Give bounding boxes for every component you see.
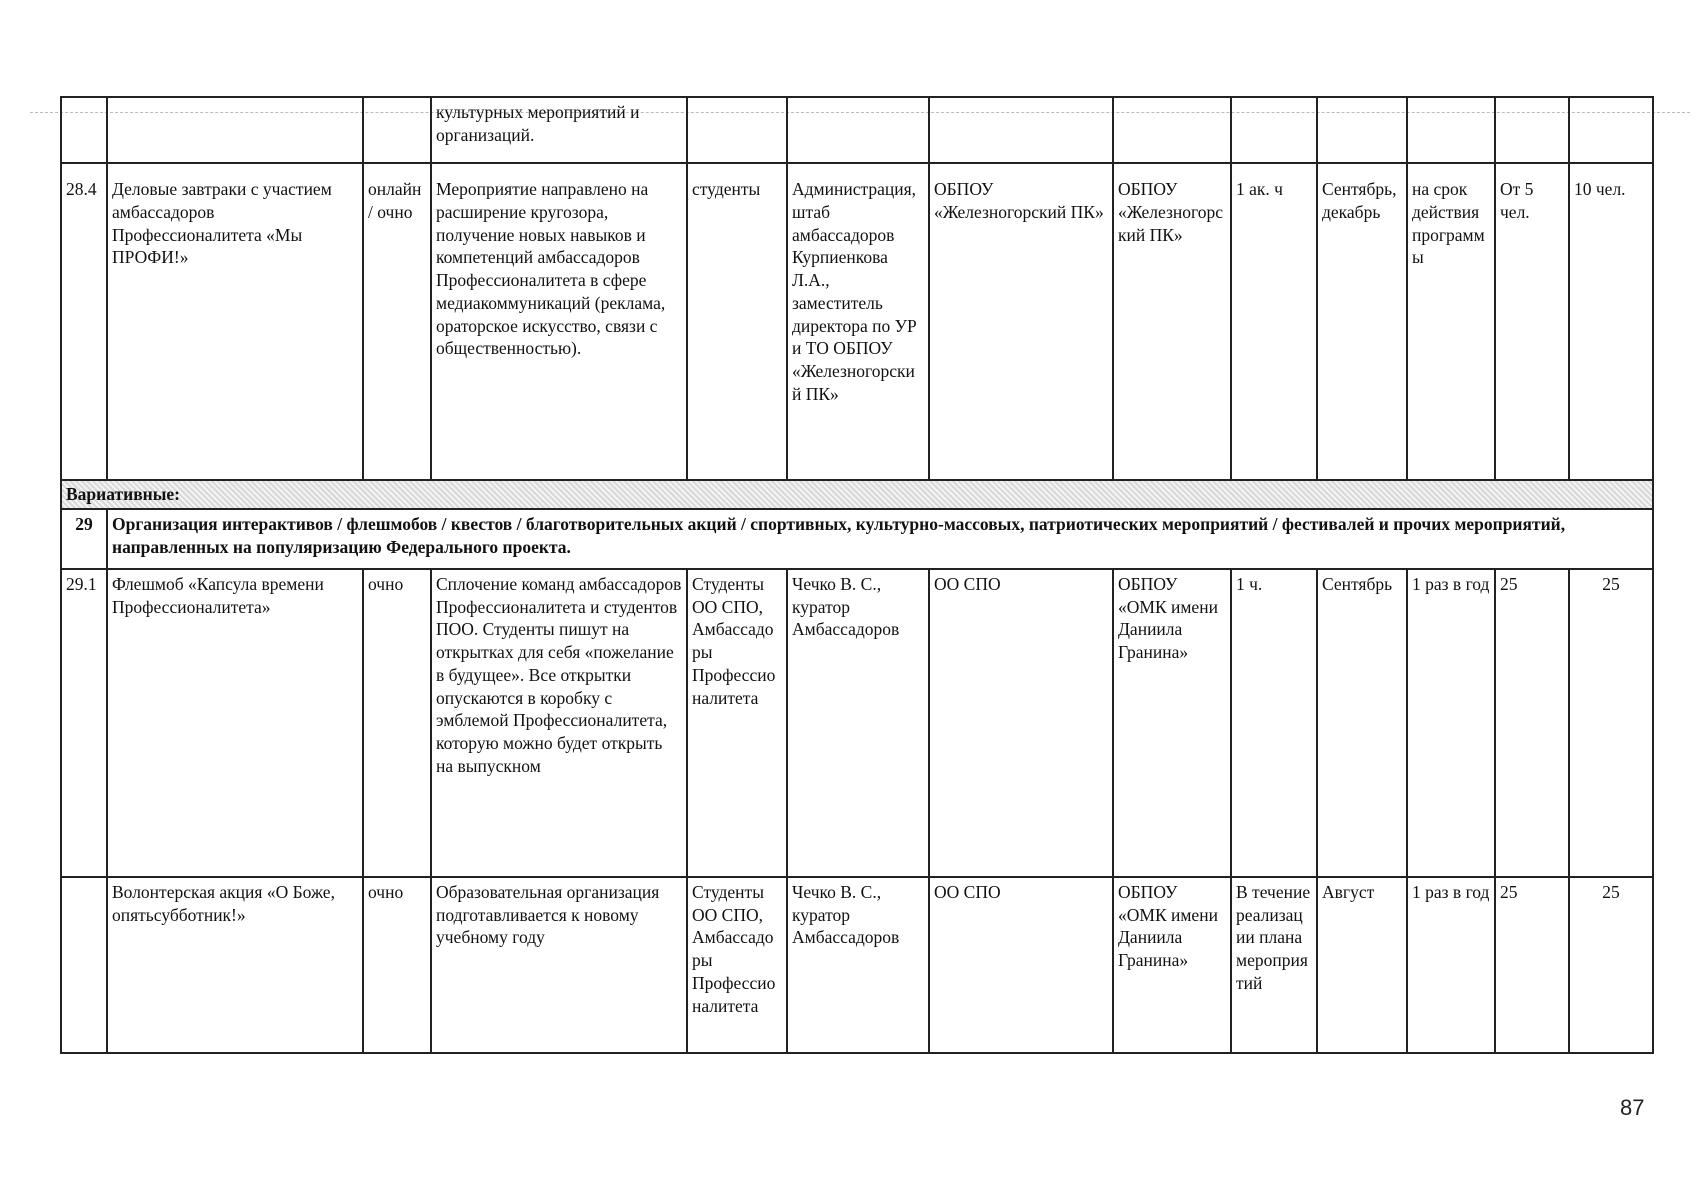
cell-duration: 1 ч.	[1231, 569, 1317, 877]
cell-period: Август	[1317, 877, 1407, 1053]
cell-frequency: 1 раз в год	[1407, 569, 1495, 877]
cell-actual: 25	[1569, 877, 1653, 1053]
cell-frequency	[1407, 97, 1495, 163]
cell-organizer: ОБПОУ «Железногорский ПК»	[929, 163, 1113, 480]
section-num: 29	[61, 509, 107, 569]
cell-num	[61, 97, 107, 163]
cell-title: Деловые завтраки с участием амбассадоров Профессионалитета «Мы ПРОФИ!»	[107, 163, 363, 480]
events-table	[60, 96, 1654, 1054]
cell-organizer: ОО СПО	[929, 877, 1113, 1053]
cell-actual: 25	[1569, 569, 1653, 877]
cell-venue: ОБПОУ «ОМК имени Даниила Гранина»	[1113, 877, 1231, 1053]
cell-actual	[1569, 97, 1653, 163]
cell-venue	[1113, 97, 1231, 163]
cell-duration: В течение реализации плана мероприятий	[1231, 877, 1317, 1053]
table-row	[61, 97, 1653, 163]
cell-duration	[1231, 97, 1317, 163]
cell-title	[107, 97, 363, 163]
cell-venue: ОБПОУ «ОМК имени Даниила Гранина»	[1113, 569, 1231, 877]
cell-organizer: ОО СПО	[929, 569, 1113, 877]
cell-participants: студенты	[687, 163, 787, 480]
cell-format: очно	[363, 569, 431, 877]
table-row	[61, 163, 1653, 480]
cell-format: очно	[363, 877, 431, 1053]
cell-participants: Студенты ОО СПО, Амбассадоры Профессионалитета	[687, 877, 787, 1053]
cell-planned: 25	[1495, 877, 1569, 1053]
cell-responsible	[787, 97, 929, 163]
cell-description: культурных мероприятий и организаций.	[431, 97, 687, 163]
cell-organizer	[929, 97, 1113, 163]
page-number: 87	[1620, 1095, 1645, 1120]
cell-description: Мероприятие направлено на расширение кругозора, получение новых навыков и компетенций амбассадоров Профессионалитета в сфере медиакоммуникаций (реклама, ораторское искусство, связи с общественностью).	[431, 163, 687, 480]
cell-planned: От 5 чел.	[1495, 163, 1569, 480]
cell-period: Сентябрь, декабрь	[1317, 163, 1407, 480]
section-title: Организация интерактивов / флешмобов / квестов / благотворительных акций / спортивных, культурно-массовых, патриотических мероприятий / фестивалей и прочих мероприятий, направленных на популяризацию Федерального проекта.	[107, 509, 1653, 569]
cell-num	[61, 877, 107, 1053]
cell-planned: 25	[1495, 569, 1569, 877]
cell-responsible: Администрация, штаб амбассадоров Курпиенкова Л.А., заместитель директора по УР и ТО ОБПОУ «Железногорский ПК»	[787, 163, 929, 480]
cell-period: Сентябрь	[1317, 569, 1407, 877]
cell-venue: ОБПОУ «Железногорский ПК»	[1113, 163, 1231, 480]
cell-description: Сплочение команд амбассадоров Профессионалитета и студентов ПОО. Студенты пишут на открытках для себя «пожелание в будущее». Все открытки опускаются в коробку с эмблемой Профессионалитета, которую можно будет открыть на выпускном	[431, 569, 687, 877]
cell-participants	[687, 97, 787, 163]
cell-responsible: Чечко В. С., куратор Амбассадоров	[787, 569, 929, 877]
cell-format	[363, 97, 431, 163]
cell-format: онлайн / очно	[363, 163, 431, 480]
table-row	[61, 877, 1653, 1053]
variative-row	[61, 480, 1653, 509]
cell-frequency: 1 раз в год	[1407, 877, 1495, 1053]
cell-num: 29.1	[61, 569, 107, 877]
cell-description: Образовательная организация подготавливается к новому учебному году	[431, 877, 687, 1053]
cell-title: Флешмоб «Капсула времени Профессионалитета»	[107, 569, 363, 877]
cell-responsible: Чечко В. С., куратор Амбассадоров	[787, 877, 929, 1053]
section-row	[61, 509, 1653, 569]
cell-title: Волонтерская акция «О Боже, опятьсубботник!»	[107, 877, 363, 1053]
cell-duration: 1 ак. ч	[1231, 163, 1317, 480]
cell-planned	[1495, 97, 1569, 163]
cell-participants: Студенты ОО СПО, Амбассадоры Профессионалитета	[687, 569, 787, 877]
table-row	[61, 569, 1653, 877]
cell-frequency: на срок действия программы	[1407, 163, 1495, 480]
cell-num: 28.4	[61, 163, 107, 480]
cell-actual: 10 чел.	[1569, 163, 1653, 480]
variative-label: Вариативные:	[61, 480, 1653, 509]
cell-period	[1317, 97, 1407, 163]
